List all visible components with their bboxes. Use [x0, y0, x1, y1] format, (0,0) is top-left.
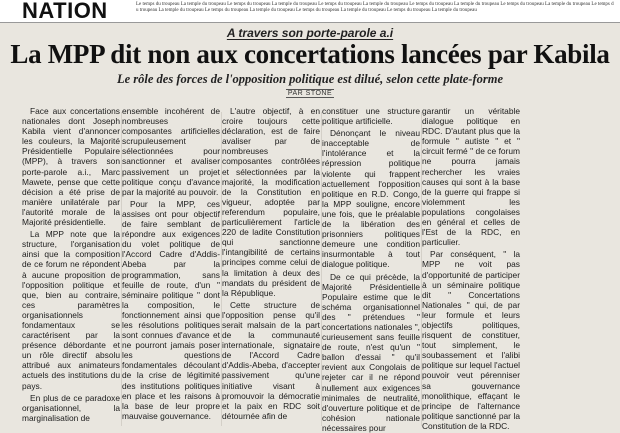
- article-column-3: [222, 106, 320, 426]
- section-header-bar: [0, 0, 620, 23]
- paragraph: La MPP note que la structure, l'organisation ainsi que la composition de ce forum ne répondent à aucune proposition de l'opposition politique et que, bien au contraire, ces paramètres organisationnels fondamentaux se caractérisent par la présence débordante et un rôle directif absolu attribué aux animateurs actuels des institutions du pays.: [22, 229, 120, 391]
- paragraph: L'autre objectif, à en croire toujours cette déclaration, est de faire avaliser par de nombreuses composantes contrôlées et sélectionnées par la majorité, la modification de la Constitution en vigueur, adoptée par referendum populaire, particulièrement l'article 220 de ladite Constitution qui sanctionne l'intangibilité de certains principes comme celui de la limitation à deux des mandats du président de la République.: [222, 106, 320, 298]
- article-column-5: [422, 106, 520, 426]
- article-subhead: Le rôle des forces de l'opposition politique est dilué, selon cette plate-forme: [0, 72, 620, 87]
- paragraph: ensemble incohérent de nombreuses composantes artificielles scrupuleusement sélectionnées pour sanctionner et avaliser passivement un projet politique conçu d'avance par la majorité au pouvoir.: [122, 106, 220, 197]
- article-column-4: [322, 106, 420, 426]
- article-kicker-text: A travers son porte-parole a.i: [227, 26, 393, 40]
- paragraph: En plus de ce paradoxe organisationnel, la marginalisation de: [22, 393, 120, 423]
- paragraph: Pour la MPP, ces assises ont pour objectif de faire semblant de répondre aux exigences du volet politique de l'Accord Cadre d'Addis-Abeba par la programmation, sans feuille de route, d'un " séminaire politique " dont la composition, le fonctionnement ainsi que les résolutions politiques sont connues d'avance et ne pourront jamais poser les questions fondamentales découlant de la crise de légitimité des institutions politiques en place et les raisons à la base de leur propre mauvaise gouvernance.: [122, 199, 220, 421]
- paragraph: garantir un véritable dialogue politique en RDC. D'autant plus que la formule " autiste " et " circuit fermé " de ce forum ne pourra jamais rechercher les vraies causes qui sont à la base de la guerre qui frappe si violemment les populations congolaises en général et celles de l'Est de la RDC, en particulier.: [422, 106, 520, 247]
- paragraph: Face aux concertations nationales dont Joseph Kabila vient d'annoncer les couleurs, la Majorité Présidentielle Populaire (MPP), à travers son porte-parole a.i., Marc Mawete, pense que cette décision a été prise de manière unilatérale par l'autorité morale de la Majorité présidentielle.: [22, 106, 120, 227]
- article-headline: La MPP dit non aux concertations lancées par Kabila: [0, 38, 620, 70]
- byline-text: PAR STONE: [286, 89, 334, 98]
- section-label: NATION: [22, 0, 114, 22]
- paragraph: constituer une structure politique artificielle.: [322, 106, 420, 126]
- section-header-strip: Le temps du troupeau La temple du troupeau Le temps du troupeau La temple du troupeau Le temps du troupeau La temple du troupeau Le temps du troupeau La temple du troupeau Le temps du troupeau La temple du troupeau Le temps du troupeau La temple du troupeau Le temps du troupeau La temple du troupeau Le temps du troupeau La temple du troupeau Le temps du troupeau La temple du troupeau: [136, 2, 614, 20]
- article-column-2: [122, 106, 220, 426]
- paragraph: Dénonçant le niveau inacceptable de l'intolérance et la répression politique violente qui frappent actuellement l'opposition politique en R.D. Congo, la MPP souligne, encore une fois, que le préalable de la libération des prisonniers politiques demeure une condition insurmontable à tout dialogue politique.: [322, 128, 420, 269]
- paragraph: De ce qui précède, la Majorité Présidentielle Populaire estime que le schéma organisationnel des " prétendues " concertations nationales ", curieusement sans feuille de route, n'est qu'un " ballon d'essai " qu'il revient aux Congolais de rejeter car il ne répond nullement aux exigences minimales de neutralité, d'ouverture politique et de cohésion nationale nécessaires pour: [322, 272, 420, 433]
- paragraph: Cette structure de l'opposition pense qu'il serait malsain de la part de la communauté internationale, signataire de l'Accord Cadre d'Addis-Abeba, d'accepter passivement qu'une initiative visant à promouvoir la démocratie et la paix en RDC soit détournée afin de: [222, 300, 320, 421]
- paragraph: Par conséquent, " la MPP ne voit pas d'opportunité de participer à un séminaire politique dit " Concertations Nationales " qui, de par leur formule et leurs objectifs politiques, risquent de constituer, tout simplement, le soubassement et l'alibi politique sur lequel l'actuel pouvoir veut pérenniser sa gouvernance monolithique, effaçant le principe de l'alternance politique sanctionné par la Constitution de la RDC.: [422, 249, 520, 431]
- article-byline: [0, 90, 620, 97]
- article-column-1: [22, 106, 120, 426]
- article-body: [22, 106, 618, 426]
